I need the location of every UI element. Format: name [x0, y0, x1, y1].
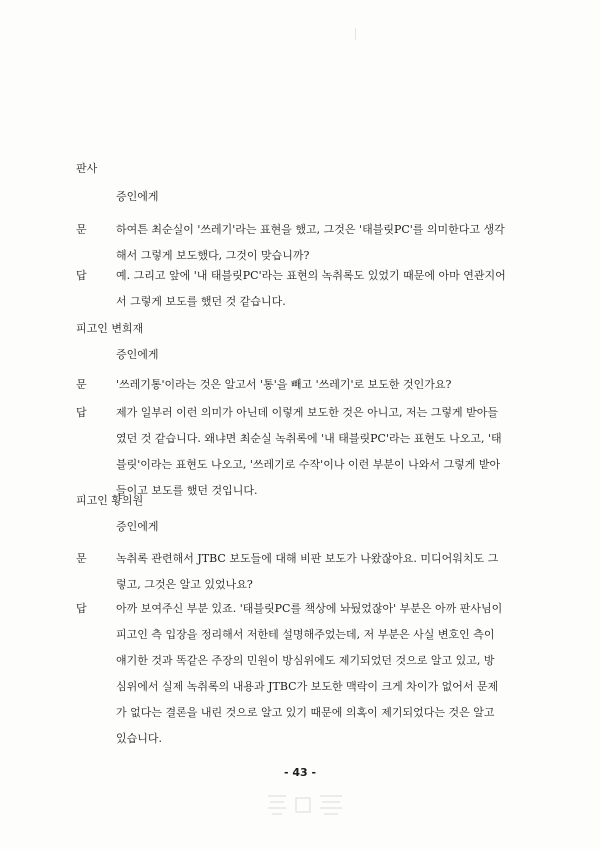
text-line: 하여튼 최순실이 '쓰레기'라는 표현을 했고, 그것은 '태블릿PC'를 의미한다고 생각: [116, 223, 505, 236]
question-text: [116, 546, 536, 598]
answer-text: [116, 263, 536, 315]
text-line: 들이고 보도를 했던 것입니다.: [116, 484, 258, 497]
scan-mark: [355, 28, 356, 40]
speaker-label: 판사: [76, 162, 98, 175]
addressee-label: 증인에게: [116, 348, 159, 361]
speaker-label: 피고인 황의원: [76, 494, 144, 507]
text-line: 있습니다.: [116, 732, 163, 745]
text-line: 아까 보여주신 부분 있죠. '태블릿PC를 책상에 놔뒀었잖아' 부분은 아까 판사님이: [116, 602, 503, 615]
text-line: '쓰레기통'이라는 것은 알고서 '통'을 빼고 '쓰레기'로 보도한 것인가요?: [116, 378, 452, 391]
text-line: 녹취록 관련해서 JTBC 보도들에 대해 비판 보도가 나왔잖아요. 미디어워치도 그: [116, 552, 499, 565]
text-line: 였던 것 같습니다. 왜냐면 최순실 녹취록에 '내 태블릿PC'라는 표현도 나오고, '태: [116, 432, 502, 445]
text-line: 심위에서 실제 녹취록의 내용과 JTBC가 보도한 맥락이 크게 차이가 없어서 문제: [116, 680, 499, 693]
answer-text: [116, 400, 536, 504]
text-line: 블릿'이라는 표현도 나오고, '쓰레기로 수작'이나 이런 부분이 나와서 그렇게 받아: [116, 458, 501, 471]
question-marker: 문: [76, 223, 87, 236]
faint-stamp-icon: [262, 790, 352, 820]
text-line: 예. 그리고 앞에 '내 태블릿PC'라는 표현의 녹취록도 있었기 때문에 아마 연관지어: [116, 269, 506, 282]
text-line: 해서 그렇게 보도했다, 그것이 맞습니까?: [116, 249, 310, 262]
answer-marker: 답: [76, 269, 87, 282]
page-number: - 43 -: [283, 766, 317, 779]
text-line: 제가 일부러 이런 의미가 아닌데 이렇게 보도한 것은 아니고, 저는 그렇게 받아들: [116, 406, 498, 419]
text-line: 피고인 측 입장을 정리해서 저한테 설명해주었는데, 저 부분은 사실 변호인 측이: [116, 628, 495, 641]
speaker-label: 피고인 변희재: [76, 322, 144, 335]
addressee-label: 증인에게: [116, 190, 159, 203]
text-line: 서 그렇게 보도를 했던 것 같습니다.: [116, 295, 286, 308]
question-text: [116, 217, 536, 269]
answer-marker: 답: [76, 406, 87, 419]
text-line: 얘기한 것과 똑같은 주장의 민원이 방심위에도 제기되었던 것으로 알고 있고, 방: [116, 654, 495, 667]
question-text: [116, 372, 536, 398]
text-line: 가 없다는 결론을 내린 것으로 알고 있기 때문에 의혹이 제기되었다는 것은 알고: [116, 706, 495, 719]
text-line: 렇고, 그것은 알고 있었나요?: [116, 578, 253, 591]
question-marker: 문: [76, 378, 87, 391]
answer-marker: 답: [76, 602, 87, 615]
answer-text: [116, 596, 536, 752]
question-marker: 문: [76, 552, 87, 565]
addressee-label: 증인에게: [116, 520, 159, 533]
